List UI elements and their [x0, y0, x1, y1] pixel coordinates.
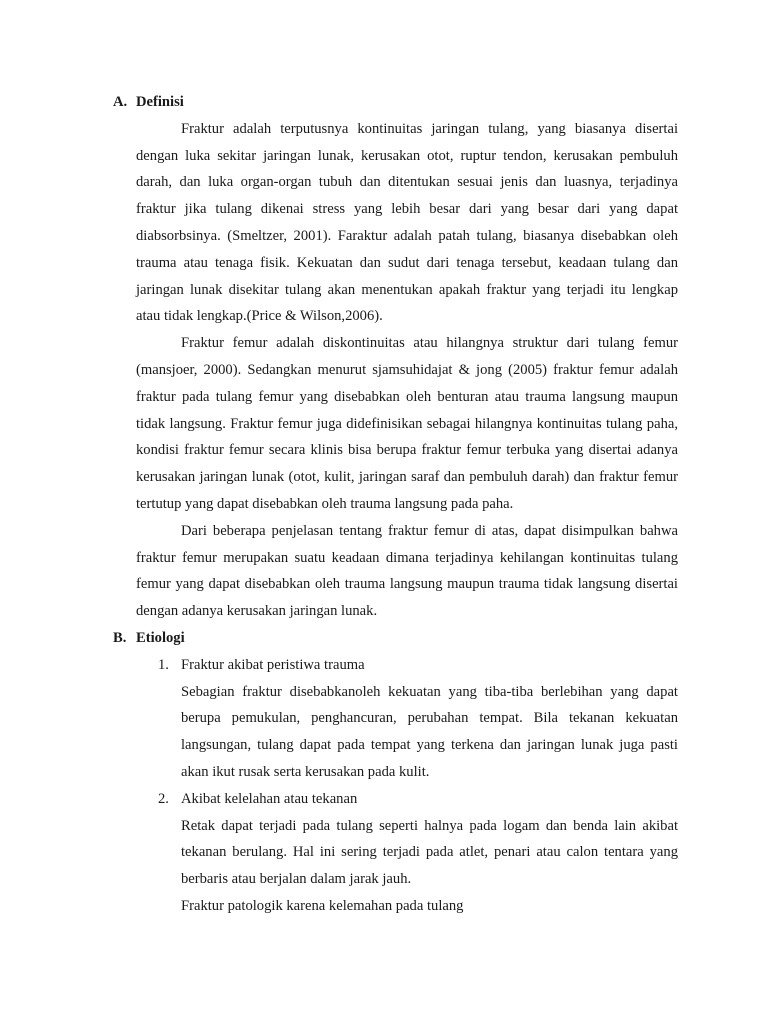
- section-b-title: Etiologi: [136, 629, 185, 646]
- etiologi-item-1-title: Fraktur akibat peristiwa trauma: [181, 656, 365, 673]
- etiologi-item-2-title-row: [136, 786, 678, 813]
- section-a-heading: [113, 89, 678, 116]
- etiologi-item-2-number: 2.: [158, 790, 169, 807]
- etiologi-item-2-body: Retak dapat terjadi pada tulang seperti halnya pada logam dan benda lain akibat tekanan berulang. Hal ini sering terjadi pada atlet, penari atau calon tentara yang berbaris atau berjalan dalam jarak jauh.: [181, 817, 678, 888]
- definisi-paragraph-3: Dari beberapa penjelasan tentang fraktur femur di atas, dapat disimpulkan bahwa fraktur femur merupakan suatu keadaan dimana terjadinya kehilangan kontinuitas tulang femur yang dapat disebabkan oleh trauma langsung maupun trauma tidak langsung disertai dengan adanya kerusakan jaringan lunak.: [136, 522, 678, 620]
- etiologi-item-1-number: 1.: [158, 656, 169, 673]
- section-a-label: A.: [113, 94, 128, 110]
- section-b-label: B.: [113, 629, 127, 646]
- etiologi-item-1-title-row: [136, 652, 678, 679]
- etiologi-item-1: [136, 652, 678, 786]
- section-a-title: Definisi: [136, 94, 184, 110]
- section-b-heading: [113, 625, 678, 652]
- etiologi-item-1-body: Sebagian fraktur disebabkanoleh kekuatan yang tiba-tiba berlebihan yang dapat berupa pemukulan, penghancuran, perubahan tempat. Bila tekanan kekuatan langsungan, tulang dapat pada tempat yang terkena dan jaringan lunak juga pasti akan ikut rusak serta kerusakan pada kulit.: [181, 683, 678, 780]
- etiologi-item-2-extra: Fraktur patologik karena kelemahan pada tulang: [181, 897, 464, 914]
- definisi-paragraph-1: Fraktur adalah terputusnya kontinuitas jaringan tulang, yang biasanya disertai dengan luka sekitar jaringan lunak, kerusakan otot, ruptur tendon, kerusakan pembuluh darah, dan luka organ-organ tubuh dan ditentukan sesuai jenis dan luasnya, terjadinya fraktur jika tulang dikenai stress yang lebih besar dari yang besar dari yang dapat diabsorbsinya. (Smeltzer, 2001). Faraktur adalah patah tulang, biasanya disebabkan oleh trauma atau tenaga fisik. Kekuatan dan sudut dari tenaga tersebut, keadaan tulang dan jaringan lunak disekitar tulang akan menentukan apakah fraktur yang terjadi itu lengkap atau tidak lengkap.(Price & Wilson,2006).: [136, 120, 678, 325]
- etiologi-item-2-title: Akibat kelelahan atau tekanan: [181, 790, 358, 807]
- document-content: [113, 89, 678, 920]
- definisi-paragraph-2: Fraktur femur adalah diskontinuitas atau hilangnya struktur dari tulang femur (mansjoer, 2000). Sedangkan menurut sjamsuhidajat & jong (2005) fraktur femur adalah fraktur pada tulang femur yang disebabkan oleh benturan atau trauma langsung maupun tidak langsung. Fraktur femur juga didefinisikan sebagai hilangnya kontinuitas tulang paha, kondisi fraktur femur secara klinis bisa berupa fraktur femur terbuka yang disertai adanya kerusakan jaringan lunak (otot, kulit, jaringan saraf dan pembuluh darah) dan fraktur femur tertutup yang dapat disebabkan oleh trauma langsung pada paha.: [136, 335, 678, 512]
- etiologi-item-2: [136, 786, 678, 920]
